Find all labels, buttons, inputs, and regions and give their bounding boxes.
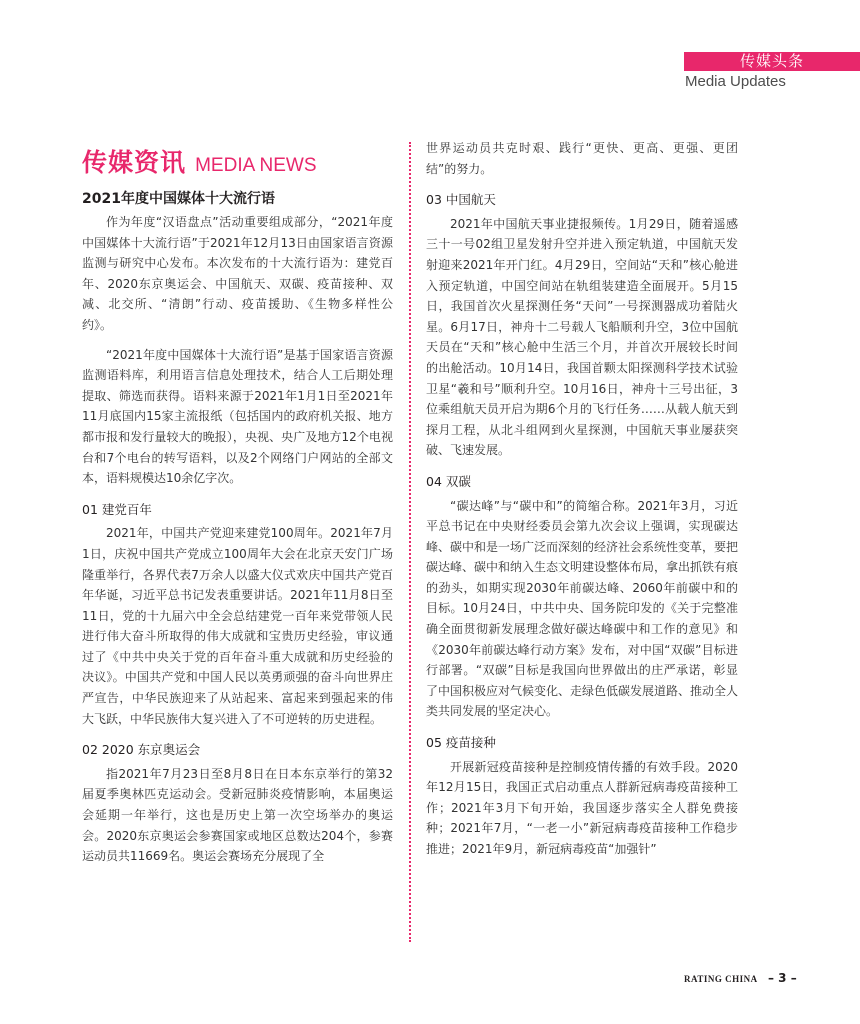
item-heading-01: 01 建党百年 <box>82 501 152 517</box>
intro-paragraph: 作为年度“汉语盘点”活动重要组成部分，“2021年度中国媒体十大流行语”于2021年12月13日由国家语言资源监测与研究中心发布。本次发布的十大流行语为：建党百年、2020东京奥运会、中国航天、双碳、疫苗接种、双减、北交所、“清朗”行动、疫苗援助、《生物多样性公约》。 <box>82 215 393 332</box>
item-body-01: 2021年，中国共产党迎来建党100周年。2021年7月1日，庆祝中国共产党成立100周年大会在北京天安门广场隆重举行，各界代表7万余人以盛大仪式欢庆中国共产党百年华诞，习近平总书记发表重要讲话。2021年11月8日至11日，党的十九届六中全会总结建党一百年来党带领人民进行伟大奋斗所取得的伟大成就和宝贵历史经验，审议通过了《中共中央关于党的百年奋斗重大成就和历史经验的决议》。中国共产党和中国人民以英勇顽强的奋斗向世界庄严宣告，中华民族迎来了从站起来、富起来到强起来的伟大飞跃，中华民族伟大复兴进入了不可逆转的历史进程。 <box>82 526 393 726</box>
footer-brand: RATING CHINA <box>684 974 758 984</box>
column-divider <box>409 142 411 942</box>
page-number: – 3 – <box>768 971 797 985</box>
right-column <box>426 138 738 860</box>
item-body-05: 开展新冠疫苗接种是控制疫情传播的有效手段。2020年12月15日，我国正式启动重点人群新冠病毒疫苗接种工作；2021年3月下旬开始，我国逐步落实全人群免费接种；2021年7月，“一老一小”新冠病毒疫苗接种工作稳步推进；2021年9月，新冠病毒疫苗“加强针” <box>426 759 738 856</box>
item-heading-05: 05 疫苗接种 <box>426 735 496 751</box>
section-title-english: MEDIA NEWS <box>195 155 317 176</box>
item-body-02-continued: 世界运动员共克时艰、践行“更快、更高、更强、更团结”的努力。 <box>426 141 738 176</box>
section-title-chinese: 传媒资讯 <box>82 148 187 177</box>
column-tag: 传媒头条 <box>684 52 860 71</box>
item-body-04: “碳达峰”与“碳中和”的简缩合称。2021年3月，习近平总书记在中央财经委员会第九次会议上强调，实现碳达峰、碳中和是一场广泛而深刻的经济社会系统性变革，要把碳达峰、碳中和纳入生态文明建设整体布局，拿出抓铁有痕的劲头，如期实现2030年前碳达峰、2060年前碳中和的目标。10月24日，中共中央、国务院印发的《关于完整准确全面贯彻新发展理念做好碳达峰碳中和工作的意见》和《2030年前碳达峰行动方案》发布，对中国“双碳”目标进行部署。“双碳”目标是我国向世界做出的庄严承诺，彰显了中国积极应对气候变化、走绿色低碳发展道路、推动全人类共同发展的坚定决心。 <box>426 498 739 719</box>
article-heading: 2021年度中国媒体十大流行语 <box>82 191 275 207</box>
intro-paragraph: “2021年度中国媒体十大流行语”是基于国家语言资源监测语料库，利用语言信息处理技术，结合人工后期处理提取、筛选而获得。语料来源于2021年1月1日至2021年11月底国内15家主流报纸（包括国内的政府机关报、地方都市报和发行量较大的晚报），央视、央广及地方12个电视台和7个电台的转写语料，以及2个网络门户网站的全部文本，语料规模达10余亿字次。 <box>82 347 393 486</box>
item-heading-03: 03 中国航天 <box>426 192 496 208</box>
item-heading-02: 02 2020 东京奥运会 <box>82 742 201 758</box>
item-body-02: 指2021年7月23日至8月8日在日本东京举行的第32届夏季奥林匹克运动会。受新冠肺炎疫情影响，本届奥运会延期一年举行，这也是历史上第一次空场举办的奥运会。2020东京奥运会参赛国家或地区总数达204个，参赛运动员共11669名。奥运会赛场充分展现了全 <box>82 766 393 864</box>
item-heading-04: 04 双碳 <box>426 473 471 489</box>
column-tag-english: Media Updates <box>685 73 786 90</box>
item-body-03: 2021年中国航天事业捷报频传。1月29日，随着遥感三十一号02组卫星发射升空并进入预定轨道，中国航天发射迎来2021年开门红。4月29日，空间站“天和”核心舱进入预定轨道，中国空间站在轨组装建造全面展开。5月15日，我国首次火星探测任务“天问”一号探测器成功着陆火星。6月17日，神舟十二号载人飞船顺利升空，3位中国航天员在“天和”核心舱中生活三个月，并首次开展较长时间的出舱活动。10月14日，我国首颗太阳探测科学技术试验卫星“羲和号”顺利升空。10月16日，神舟十三号出征，3位乘组航天员开启为期6个月的飞行任务……从载人航天到探月工程，从北斗组网到火星探测，中国航天事业屡获突破、飞速发展。 <box>426 216 738 458</box>
section-title <box>82 143 317 179</box>
left-column <box>82 212 393 867</box>
